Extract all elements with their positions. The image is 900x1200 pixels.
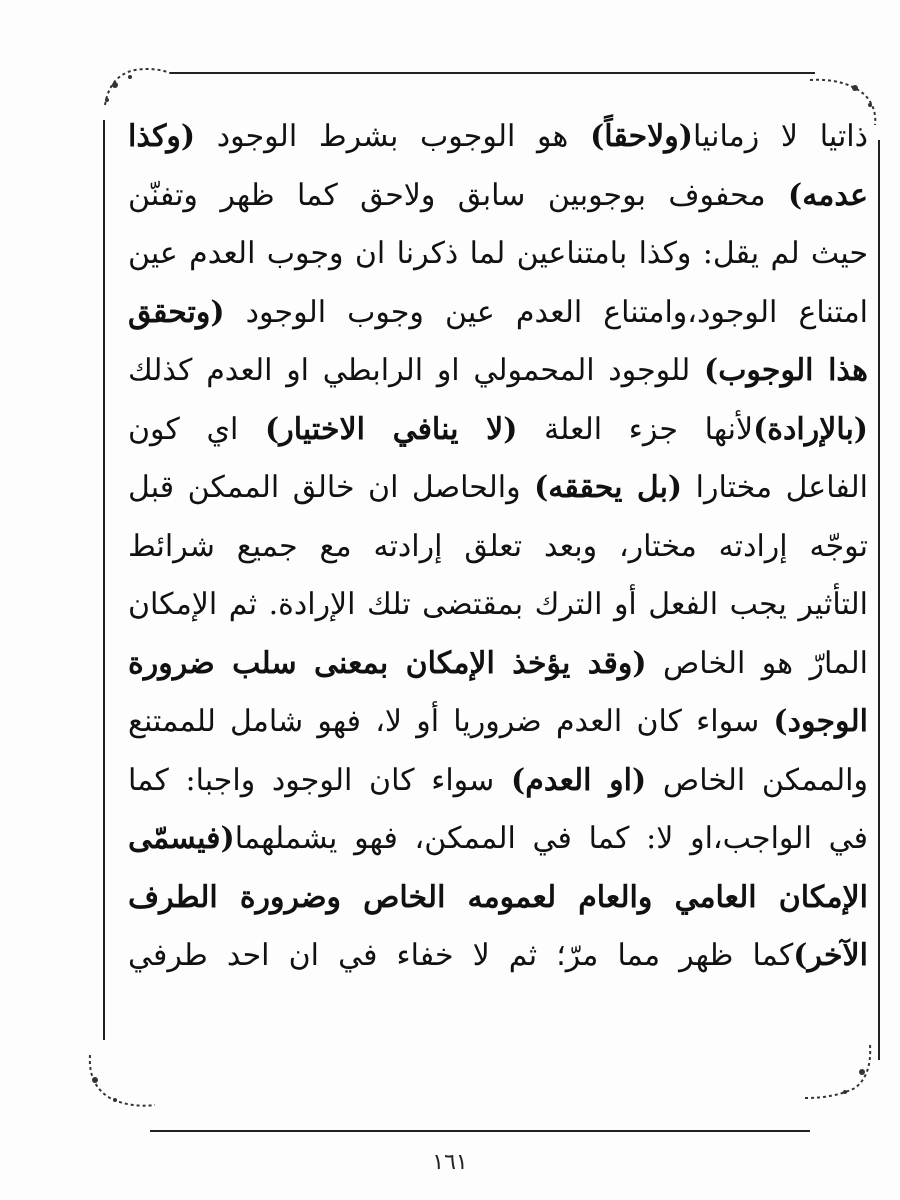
bold-text-run: عدمه) xyxy=(788,177,868,213)
text-line xyxy=(128,225,868,284)
text-run: لأنها جزء العلة xyxy=(517,411,754,447)
corner-ornament-top-left xyxy=(95,55,175,115)
text-run: والممكن الخاص xyxy=(646,762,868,798)
text-line xyxy=(128,167,868,226)
bold-text-run: (وتحقق xyxy=(128,294,225,330)
corner-ornament-bottom-right xyxy=(800,1040,880,1100)
text-run: والحاصل ان خالق الممكن قبل xyxy=(128,470,535,505)
corner-ornament-bottom-left xyxy=(80,1050,160,1110)
text-line xyxy=(128,576,868,635)
text-line xyxy=(128,342,868,401)
text-run: سواء كان الوجود واجبا: كما xyxy=(128,762,512,798)
text-line xyxy=(128,927,868,986)
text-run: توجّه إرادته مختار، وبعد تعلق إرادته مع جميع شرائط xyxy=(128,528,868,564)
text-line xyxy=(128,108,868,167)
text-run: هو الوجوب بشرط الوجود xyxy=(195,119,591,154)
text-line xyxy=(128,401,868,460)
bold-text-run: (بل يحققه) xyxy=(534,470,683,505)
text-run: كما ظهر مما مرّ؛ ثم لا خفاء في ان احد طرفي xyxy=(128,938,794,973)
text-line xyxy=(128,635,868,694)
text-line xyxy=(128,810,868,869)
bold-text-run: (لا ينافي الاختيار) xyxy=(265,411,518,447)
bold-text-run: (ولاحقاً) xyxy=(590,119,693,154)
frame-right-border xyxy=(878,140,880,1060)
frame-left-border xyxy=(103,120,105,1040)
bold-text-run: الإمكان العامي والعام لعمومه الخاص وضرورة الطرف xyxy=(128,879,868,915)
text-run: للوجود المحمولي او الرابطي او العدم كذلك xyxy=(128,353,704,388)
page-number: ١٦١ xyxy=(432,1150,468,1175)
text-run: محفوف بوجوبين سابق ولاحق كما ظهر وتفنّن xyxy=(128,177,788,213)
text-line xyxy=(128,869,868,928)
bold-text-run: الوجود) xyxy=(773,704,868,739)
bold-text-run: (بالإرادة) xyxy=(753,411,868,447)
text-run: امتناع الوجود،وامتناع العدم عين وجوب الوجود xyxy=(224,294,868,330)
text-run: في الواجب،او لا: كما في الممكن، فهو يشملهما xyxy=(234,821,868,856)
bold-text-run: (وكذا xyxy=(128,119,196,154)
text-line xyxy=(128,518,868,577)
text-run: التأثير يجب الفعل أو الترك بمقتضى تلك الإرادة. ثم الإمكان xyxy=(128,587,868,622)
text-run: سواء كان العدم ضروريا أو لا، فهو شامل للممتنع xyxy=(128,704,774,739)
text-line xyxy=(128,752,868,811)
frame-bottom-border xyxy=(150,1130,810,1132)
bold-text-run: (وقد يؤخذ الإمكان بمعنى سلب ضرورة xyxy=(128,645,647,681)
bold-text-run: (فيسمّى xyxy=(128,821,235,856)
text-run: ذاتيا لا زمانيا xyxy=(692,119,868,154)
frame-top-border xyxy=(170,72,815,74)
main-text-block xyxy=(128,108,868,986)
text-line xyxy=(128,693,868,752)
text-run: المارّ هو الخاص xyxy=(646,645,868,681)
bold-text-run: هذا الوجوب) xyxy=(704,353,868,388)
text-line xyxy=(128,459,868,518)
text-run: اي كون xyxy=(128,411,266,447)
text-run: الفاعل مختارا xyxy=(682,470,868,505)
text-line xyxy=(128,284,868,343)
text-run: حيث لم يقل: وكذا بامتناعين لما ذكرنا ان وجوب العدم عين xyxy=(128,236,868,271)
bold-text-run: الآخر) xyxy=(793,938,868,973)
bold-text-run: (او العدم) xyxy=(511,762,647,798)
